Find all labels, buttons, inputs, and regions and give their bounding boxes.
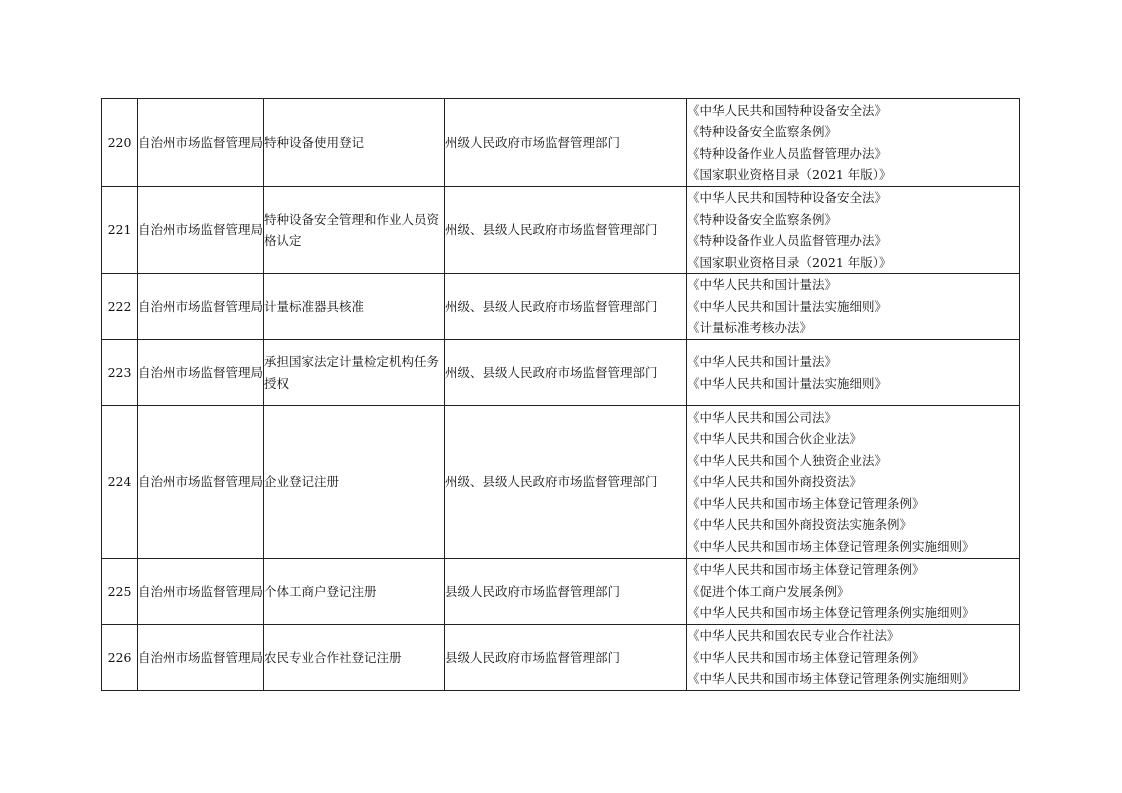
legal-basis-cell	[687, 406, 1020, 559]
legal-basis-item: 《中华人民共和国计量法》	[687, 354, 838, 369]
table-row	[102, 340, 1020, 406]
legal-basis-item: 《中华人民共和国公司法》	[687, 409, 838, 425]
legal-basis-item: 《特种设备作业人员监督管理办法》	[687, 145, 888, 161]
row-number: 225	[102, 559, 138, 625]
row-number: 222	[102, 274, 138, 340]
table-row	[102, 99, 1020, 187]
department-cell: 自治州市场监督管理局	[138, 559, 264, 625]
authority-cell: 州级、县级人民政府市场监督管理部门	[445, 274, 687, 340]
legal-basis-item: 《中华人民共和国计量法》	[687, 277, 838, 293]
legal-basis-item: 《中华人民共和国市场主体登记管理条例》	[687, 649, 925, 665]
legal-basis-item: 《特种设备安全监察条例》	[687, 124, 838, 139]
legal-basis-item: 《中华人民共和国农民专业合作社法》	[687, 628, 900, 644]
permit-item-cell: 个体工商户登记注册	[264, 559, 445, 625]
legal-basis-item: 《中华人民共和国外商投资法实施条例》	[687, 517, 913, 533]
legal-basis-item: 《促进个体工商户发展条例》	[687, 583, 850, 599]
legal-basis-item: 《中华人民共和国合伙企业法》	[687, 431, 863, 447]
legal-basis-item: 《中华人民共和国市场主体登记管理条例实施细则》	[687, 671, 975, 687]
legal-basis-item: 《计量标准考核办法》	[687, 320, 813, 336]
department-cell: 自治州市场监督管理局	[138, 406, 264, 559]
department-cell: 自治州市场监督管理局	[138, 625, 264, 691]
department-cell: 自治州市场监督管理局	[138, 99, 264, 187]
department-cell: 自治州市场监督管理局	[138, 187, 264, 274]
legal-basis-item: 《中华人民共和国市场主体登记管理条例》	[687, 562, 925, 578]
row-number: 220	[102, 99, 138, 187]
permit-item-cell: 农民专业合作社登记注册	[264, 625, 445, 691]
legal-basis-item: 《中华人民共和国计量法实施细则》	[687, 375, 888, 391]
row-number: 221	[102, 187, 138, 274]
table-row	[102, 406, 1020, 559]
legal-basis-item: 《中华人民共和国计量法实施细则》	[687, 298, 888, 314]
legal-basis-cell	[687, 274, 1020, 340]
legal-basis-item: 《中华人民共和国个人独资企业法》	[687, 452, 888, 468]
permit-item-cell: 承担国家法定计量检定机构任务授权	[264, 340, 445, 406]
permit-item-cell: 特种设备使用登记	[264, 99, 445, 187]
table-row	[102, 625, 1020, 691]
legal-basis-cell	[687, 559, 1020, 625]
authority-cell: 州级、县级人民政府市场监督管理部门	[445, 340, 687, 406]
legal-basis-item: 《中华人民共和国特种设备安全法》	[687, 102, 888, 118]
authority-cell: 县级人民政府市场监督管理部门	[445, 559, 687, 625]
permits-table	[101, 98, 1020, 691]
legal-basis-item: 《特种设备作业人员监督管理办法》	[687, 233, 888, 248]
legal-basis-item: 《中华人民共和国外商投资法》	[687, 474, 863, 490]
department-cell: 自治州市场监督管理局	[138, 340, 264, 406]
table-row	[102, 274, 1020, 340]
legal-basis-item: 《中华人民共和国市场主体登记管理条例实施细则》	[687, 538, 975, 554]
table-body	[102, 99, 1020, 691]
legal-basis-cell	[687, 99, 1020, 187]
permit-item-cell: 计量标准器具核准	[264, 274, 445, 340]
legal-basis-item: 《中华人民共和国市场主体登记管理条例》	[687, 495, 925, 511]
legal-basis-item: 《中华人民共和国特种设备安全法》	[687, 190, 888, 205]
table-row	[102, 559, 1020, 625]
row-number: 226	[102, 625, 138, 691]
legal-basis-item: 《中华人民共和国市场主体登记管理条例实施细则》	[687, 605, 975, 621]
legal-basis-item: 《国家职业资格目录（2021 年版）》	[687, 254, 892, 270]
row-number: 224	[102, 406, 138, 559]
authority-cell: 州级人民政府市场监督管理部门	[445, 99, 687, 187]
table-row	[102, 187, 1020, 274]
authority-cell: 州级、县级人民政府市场监督管理部门	[445, 187, 687, 274]
permit-item-cell: 特种设备安全管理和作业人员资格认定	[264, 187, 445, 274]
authority-cell: 县级人民政府市场监督管理部门	[445, 625, 687, 691]
legal-basis-cell	[687, 625, 1020, 691]
permit-item-cell: 企业登记注册	[264, 406, 445, 559]
legal-basis-item: 《国家职业资格目录（2021 年版）》	[687, 167, 892, 182]
legal-basis-item: 《特种设备安全监察条例》	[687, 211, 838, 227]
legal-basis-cell	[687, 187, 1020, 274]
row-number: 223	[102, 340, 138, 406]
authority-cell: 州级、县级人民政府市场监督管理部门	[445, 406, 687, 559]
legal-basis-cell	[687, 340, 1020, 406]
department-cell: 自治州市场监督管理局	[138, 274, 264, 340]
